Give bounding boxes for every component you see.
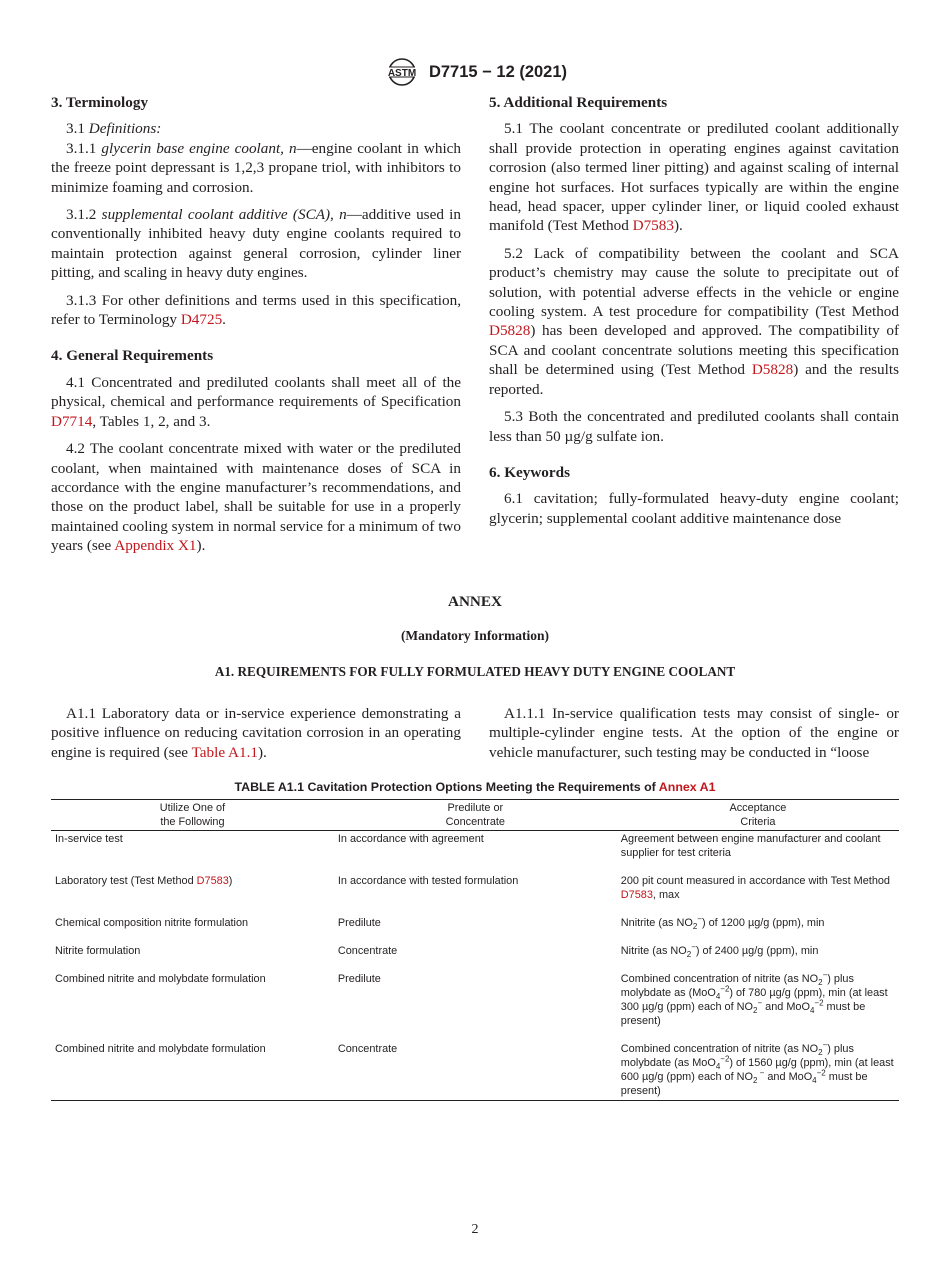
section-4-title: 4. General Requirements xyxy=(51,347,214,365)
link-d4725[interactable]: D4725 xyxy=(180,311,223,329)
left-column xyxy=(51,93,461,564)
table-cell: Laboratory test (Test Method D7583) xyxy=(55,875,233,887)
table-cell: Chemical composition nitrite formulation xyxy=(55,917,249,929)
table-cell: Nitrite formulation xyxy=(55,945,141,957)
table-row xyxy=(51,831,899,874)
para-a1-1-1: A1.1.1 In-service qualification tests may consist of single- or multiple-cylinder engine tests. At the option of the engine or vehicle manufacturer, such testing may be conducted in “loose xyxy=(489,705,899,761)
table-cell: Agreement between engine manufacturer and coolant supplier for test criteria xyxy=(620,833,881,859)
link-table-a1-1[interactable]: Table A1.1 xyxy=(191,743,258,761)
table-row xyxy=(51,943,899,971)
table-cell: In accordance with tested formulation xyxy=(337,875,519,887)
table-row xyxy=(51,971,899,1041)
table-cell: In-service test xyxy=(55,833,123,845)
para-a1-1: A1.1 Laboratory data or in-service experience demonstrating a positive influence on reducing cavitation corrosion in an operating engine is required (see Table A1.1). xyxy=(51,705,461,761)
table-row xyxy=(51,1041,899,1101)
link-annex-a1[interactable]: Annex A1 xyxy=(658,780,716,794)
annex-subtitle: (Mandatory Information) xyxy=(400,628,550,643)
table-cell: Combined nitrite and molybdate formulation xyxy=(55,973,266,985)
para-3-1-3: 3.1.3 For other definitions and terms used in this specification, refer to Terminology D4725. xyxy=(51,291,461,329)
para-3-1-2: 3.1.2 supplemental coolant additive (SCA), n—additive used in conventionally inhibited heavy duty engine coolants required to maintain protection against general corrosion, cylinder liner pitting, and scaling in heavy duty engines. xyxy=(51,206,462,282)
para-5-3: 5.3 Both the concentrated and prediluted coolants shall contain less than 50 µg/g sulfate ion. xyxy=(489,408,899,445)
table-cell: Combined concentration of nitrite (as $NO_2^-$) plus molybdate as (MoO$_4^{-2}$) of 780 µg/g (ppm), min (at least 300 µg/g (ppm) each of $NO_2^-$ and MoO$_4^{-2}$ must be present) xyxy=(620,970,888,1027)
table-cell: Nnitrite (as $NO_2^-$) of 1200 µg/g (ppm), min xyxy=(620,914,825,932)
annex-title: ANNEX xyxy=(447,593,502,610)
link-d5828[interactable]: D5828 xyxy=(751,361,794,379)
column-header: Predilute or Concentrate xyxy=(334,800,617,831)
table-cell: Concentrate xyxy=(337,945,398,957)
table-cell: In accordance with agreement xyxy=(337,833,484,845)
table-cell: Combined concentration of nitrite (as $NO_2^-$) plus molybdate (as MoO$_4^{-2}$) of 1560 µg/g (ppm), min (at least 600 µg/g (ppm) each of $NO_2$ − and MoO$_4^{-2}$ must be present) xyxy=(617,1041,899,1101)
table-title: TABLE A1.1 Cavitation Protection Options Meeting the Requirements of Annex A1 xyxy=(234,780,716,794)
table-row xyxy=(51,873,899,915)
link-d7583[interactable]: D7583 xyxy=(196,875,229,887)
para-3-1: 3.1 Definitions: xyxy=(66,120,162,138)
column-header: Utilize One of the Following xyxy=(51,800,334,831)
table-cell: Nitrite (as $NO_2^-$) of 2400 µg/g (ppm), min xyxy=(620,942,819,960)
astm-logo-icon xyxy=(383,56,421,88)
table-cell: Predilute xyxy=(337,917,381,929)
section-3-title: 3. Terminology xyxy=(51,94,149,111)
link-d7583[interactable]: D7583 xyxy=(632,217,674,235)
link-d5828[interactable]: D5828 xyxy=(489,322,531,340)
right-column xyxy=(489,93,899,536)
annex-right-column xyxy=(489,704,899,770)
document-designation: D7715 − 12 (2021) xyxy=(428,62,568,81)
link-appendix-x1[interactable]: Appendix X1 xyxy=(114,537,197,555)
table-cell: Predilute xyxy=(337,973,381,985)
annex-a1-title: A1. REQUIREMENTS FOR FULLY FORMULATED HEAVY DUTY ENGINE COOLANT xyxy=(214,664,736,679)
para-5-2: 5.2 Lack of compatibility between the coolant and SCA product’s chemistry may cause the solute to precipitate out of solution, with potential adverse effects in the vehicle or engine cooling system. A test procedure for compatibility (Test Method D5828) has been developed and approved. The compatibility of SCA and coolant concentrate solutions meeting this specification shall be determined using (Test Method D5828) and the results reported. xyxy=(489,244,899,398)
annex-left-column xyxy=(51,704,461,770)
para-4-2: 4.2 The coolant concentrate mixed with water or the prediluted coolant, when maintained with maintenance doses of SCA in accordance with the engine manufacturer’s recommendations, and those on the product label, shall be suitable for use in a properly maintained cooling system in normal service for a minimum of two years (see Appendix X1). xyxy=(51,440,461,555)
table-cell: 200 pit count measured in accordance with Test Method D7583, max xyxy=(620,875,890,901)
page-header xyxy=(0,56,950,88)
table-header-row xyxy=(51,800,899,831)
para-5-1: 5.1 The coolant concentrate or prediluted coolant additionally shall provide protection in operating engines against cavitation corrosion (also termed liner pitting) and against scaling of internal engine hot surfaces. Hot surfaces typically are within the engine head, head spacer, upper cylinder liner, or liquid cooled exhaust manifold (Test Method D7583). xyxy=(489,120,899,235)
table-row xyxy=(51,915,899,943)
table-cell: Concentrate xyxy=(334,1041,617,1101)
link-d7583[interactable]: D7583 xyxy=(620,889,653,901)
svg-text:ASTM: ASTM xyxy=(387,68,417,79)
para-3-1-1: 3.1.1 glycerin base engine coolant, n—engine coolant in which the freeze point depressant is 1,2,3 propane triol, with inhibitors to minimize foaming and corrosion. xyxy=(51,139,462,196)
table-cell: Combined nitrite and molybdate formulation xyxy=(51,1041,334,1101)
para-4-1: 4.1 Concentrated and prediluted coolants shall meet all of the physical, chemical and performance requirements of Specification D7714, Tables 1, 2, and 3. xyxy=(51,373,461,430)
cavitation-options-table xyxy=(51,799,899,1101)
page-number: 2 xyxy=(471,1222,479,1237)
link-d7714[interactable]: D7714 xyxy=(51,412,93,430)
section-5-title: 5. Additional Requirements xyxy=(489,94,668,111)
para-6-1: 6.1 cavitation; fully-formulated heavy-duty engine coolant; glycerin; supplemental coolant additive maintenance dose xyxy=(489,490,899,527)
column-header: Acceptance Criteria xyxy=(617,800,899,831)
section-6-title: 6. Keywords xyxy=(489,463,570,481)
